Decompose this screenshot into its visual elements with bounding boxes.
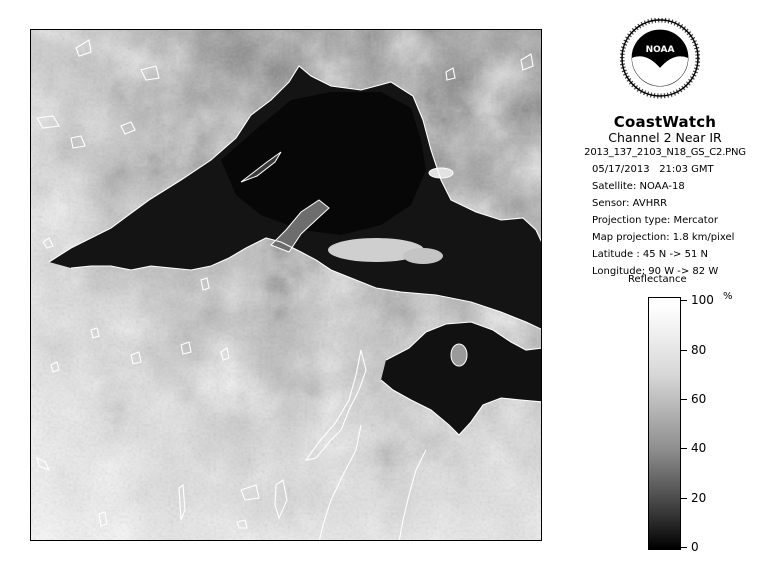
colorbar-tick	[681, 399, 687, 400]
noaa-logo	[620, 18, 700, 108]
colorbar-tick	[681, 547, 687, 548]
map-projection-info: Map projection: 1.8 km/pixel	[592, 232, 735, 243]
reflectance-colorbar	[648, 297, 681, 550]
colorbar-tick-label: 80	[691, 343, 707, 357]
projection-type-info: Projection type: Mercator	[592, 215, 718, 226]
satellite-map-svg	[31, 30, 542, 541]
acquisition-date: 05/17/2013	[592, 164, 650, 175]
lake-island	[429, 168, 453, 178]
colorbar-tick	[681, 498, 687, 499]
image-filename: 2013_137_2103_N18_GS_C2.PNG	[584, 147, 746, 158]
latitude-info: Latitude : 45 N -> 51 N	[592, 249, 708, 260]
lake-cloud-patch-small	[403, 248, 443, 264]
colorbar-tick	[681, 448, 687, 449]
huron-island	[451, 344, 467, 366]
channel-label: Channel 2 Near IR	[608, 130, 722, 145]
colorbar-tick-label: 100	[691, 293, 714, 307]
colorbar-tick	[681, 350, 687, 351]
colorbar-tick-label: 60	[691, 392, 707, 406]
colorbar-tick-label: 0	[691, 540, 699, 554]
colorbar-unit: %	[723, 291, 733, 302]
acquisition-time: 21:03 GMT	[659, 164, 714, 175]
colorbar-tick-label: 40	[691, 441, 707, 455]
brand-title: CoastWatch	[613, 113, 717, 131]
colorbar-tick	[681, 300, 687, 301]
sensor-info: Sensor: AVHRR	[592, 198, 668, 209]
noaa-logo-text: NOAA	[645, 45, 675, 55]
longitude-info: Longitude: 90 W -> 82 W	[592, 266, 719, 277]
satellite-info: Satellite: NOAA-18	[592, 181, 685, 192]
colorbar-tick-label: 20	[691, 491, 707, 505]
noaa-logo-icon	[620, 18, 700, 108]
acquisition-datetime	[592, 164, 714, 175]
satellite-image	[30, 29, 542, 541]
colorbar-title: Reflectance	[628, 274, 687, 285]
